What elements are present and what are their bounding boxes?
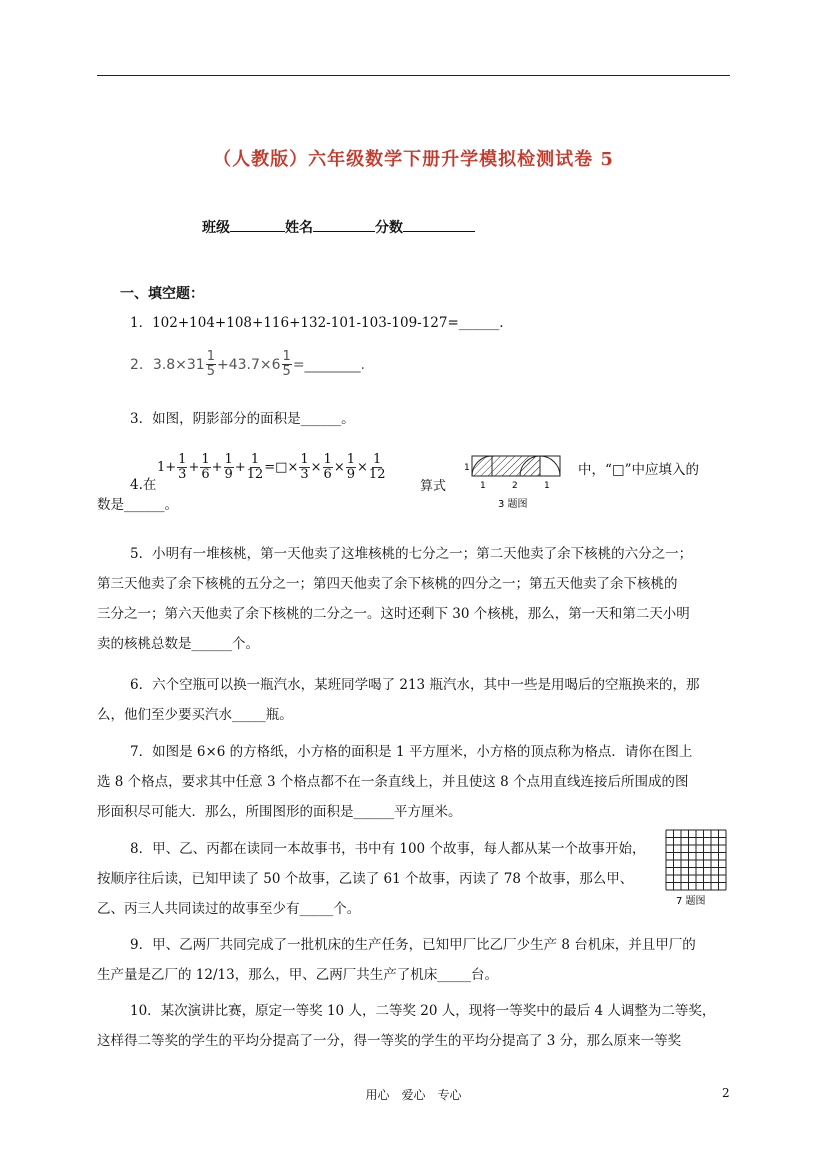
name-label: 姓名: [285, 220, 313, 236]
fig3-caption: 3 题图: [498, 499, 528, 510]
figure-7-grid: [662, 828, 732, 910]
q7-line: 7．如图是 6×6 的方格纸，小方格的面积是 1 平方厘米，小方格的顶点称为格点．请你在图上: [130, 744, 693, 760]
question-10: [97, 996, 737, 1056]
fig3-label-1: 1: [480, 481, 486, 491]
frac-den: 9: [224, 467, 233, 482]
frac-den: 12: [368, 467, 386, 482]
q7-line: 形面积尽可能大．那么，所围图形的面积是______平方厘米。: [97, 804, 462, 820]
fig3-label-2: 2: [512, 481, 518, 491]
fig3-label-3: 1: [544, 481, 550, 491]
q2-f1-num: 1: [206, 349, 215, 364]
q4-frac-b2: [323, 453, 333, 482]
question-5: [97, 539, 737, 659]
q9-line: 生产量是乙厂的 12/13，那么，甲、乙两厂共生产了机床_____台。: [97, 967, 498, 983]
q2-f2-num: 1: [282, 349, 291, 364]
frac-den: 12: [246, 467, 264, 482]
q5-line: 三分之一；第六天他卖了余下核桃的二分之一。这时还剩下 30 个核桃，那么，第一天和第二天小明: [97, 606, 690, 622]
frac-den: 3: [300, 467, 309, 482]
q2-fraction-1: [206, 350, 216, 379]
fig3-side-label: 1: [464, 463, 470, 473]
frac-num: 1: [300, 452, 309, 467]
page-title: （人教版）六年级数学下册升学模拟检测试卷 5: [213, 149, 614, 170]
q5-line: 卖的核桃总数是______个。: [97, 636, 259, 652]
score-label: 分数: [375, 220, 403, 236]
q6-line: 6．六个空瓶可以换一瓶汽水，某班同学喝了 213 瓶汽水，其中一些是用喝后的空瓶换来的，那: [130, 677, 700, 693]
q2-f1-den: 5: [206, 364, 215, 379]
section-heading: 一、填空题：: [120, 286, 204, 302]
q10-line: 这样得二等奖的学生的平均分提高了一分，得一等奖的学生的平均分提高了 3 分，那么原来一等奖: [97, 1033, 682, 1049]
q4-frac-a3: [224, 453, 234, 482]
q4-line2: 数是______。: [97, 497, 178, 513]
q9-line: 9．甲、乙两厂共同完成了一批机床的生产任务，已知甲厂比乙厂少生产 8 台机床，并且甲厂的: [130, 937, 696, 953]
frac-num: 1: [178, 452, 187, 467]
question-2: [130, 350, 365, 379]
frac-den: 3: [178, 467, 187, 482]
class-label: 班级: [202, 220, 230, 236]
q7-line: 选 8 个格点，要求其中任意 3 个格点都不在一条直线上，并且使这 8 个点用直线连接后所围成的图: [97, 774, 689, 790]
q8-line: 8．甲、乙、丙都在读同一本故事书，书中有 100 个故事，每人都从某一个故事开始，: [130, 841, 646, 857]
q4-frac-b3: [346, 453, 356, 482]
page-footer: 用心 爱心 专心: [365, 1088, 462, 1102]
fig3-right-quarter: [540, 456, 560, 476]
q4-expr-eq: =□×: [264, 460, 299, 475]
q5-line: 第三天他卖了余下核桃的五分之一；第四天他卖了余下核桃的四分之一；第五天他卖了余下核桃的: [97, 576, 678, 592]
q2-fraction-2: [282, 350, 292, 379]
question-6: [97, 670, 737, 730]
q4-frac-a2: [200, 453, 210, 482]
question-8: [97, 834, 667, 924]
page-number: 2: [722, 1086, 730, 1100]
q4-frac-b4: [369, 453, 386, 482]
question-9: [97, 930, 737, 990]
class-blank[interactable]: [230, 219, 285, 232]
q4-lead: 4.在: [130, 477, 157, 493]
q10-line: 10．某次演讲比赛，原定一等奖 10 人，二等奖 20 人，现将一等奖中的最后 4 人调整为二等奖，: [130, 1003, 716, 1019]
frac-num: 1: [224, 452, 233, 467]
q4-tail: 中，“□”中应填入的: [578, 462, 700, 478]
frac-num: 1: [346, 452, 356, 467]
q2-prefix: 2．3.8×31: [130, 356, 205, 373]
frac-num: 1: [373, 452, 382, 467]
q2-suffix: =________.: [292, 356, 366, 373]
q4-frac-a4: [247, 453, 264, 482]
question-7: [97, 737, 737, 827]
question-1: 1．102+104+108+116+132-101-103-109-127=______.: [130, 315, 504, 331]
figure-3-diagram: [462, 452, 572, 514]
frac-num: 1: [323, 452, 332, 467]
q2-mid: +43.7×6: [217, 356, 281, 373]
q2-f2-den: 5: [282, 364, 291, 379]
q4-after: 算式: [420, 479, 447, 494]
frac-num: 1: [250, 452, 260, 467]
q4-expr-one: 1+: [157, 460, 177, 475]
fig3-left-quarter: [472, 456, 492, 476]
name-blank[interactable]: [313, 219, 375, 232]
q8-line: 乙、丙三人共同读过的故事至少有_____个。: [97, 901, 361, 917]
q4-frac-b1: [299, 453, 309, 482]
frac-den: 6: [201, 467, 210, 482]
frac-den: 6: [323, 467, 332, 482]
q4-expression: 1+ $\frac{1}{3}$ + $\frac{1}{6}$ + $\frac{1}{9}$ + $\frac{1}{12}$ =□× $\frac{1}{3}$ × $\frac{1}{6}$ × $\frac{1}{9}$ × $\frac{1}{12}$: [157, 452, 386, 482]
fig7-caption: 7 题图: [676, 896, 706, 907]
q8-line: 按顺序往后读，已知甲读了 50 个故事，乙读了 61 个故事，丙读了 78 个故事，那么甲、: [97, 871, 634, 887]
q6-line: 么，他们至少要买汽水_____瓶。: [97, 707, 293, 723]
student-info: [202, 217, 475, 237]
q4-frac-a1: [177, 453, 187, 482]
frac-num: 1: [201, 452, 210, 467]
q5-line: 5．小明有一堆核桃，第一天他卖了这堆核桃的七分之一；第二天他卖了余下核桃的六分之一；: [130, 546, 693, 562]
question-3: 3．如图，阴影部分的面积是______。: [130, 411, 355, 427]
frac-den: 9: [346, 467, 356, 482]
score-blank[interactable]: [403, 219, 475, 232]
header-rule: [97, 75, 730, 76]
